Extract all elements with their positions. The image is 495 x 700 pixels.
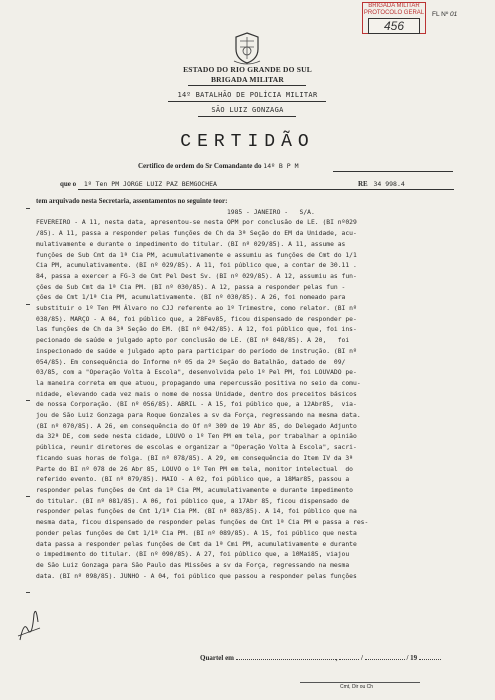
subject-prefix: que o	[60, 180, 77, 188]
quartel-label: Quartel em	[200, 654, 235, 662]
body-line: la maneira correta em que atuou, propagando uma repercussão positiva no seio da comu-	[36, 379, 361, 387]
body-line: ponder pelas funções de Cmt 1/1ª Cia PM. (BI nº 089/85). A 15, foi público que nesta	[36, 529, 357, 537]
body-line: responder pelas funções de Cmt 1/1ª Cia PM. (BI nº 083/85). A 14, foi público que na	[36, 508, 357, 516]
re-value: 34 998.4	[373, 180, 405, 188]
header-battalion: 14º BATALHÃO DE POLÍCIA MILITAR	[177, 91, 318, 99]
header-rule-3	[198, 116, 296, 117]
subject-name: 1º Ten PM JORGE LUIZ PAZ BEMGOCHEA	[83, 180, 217, 188]
signature-caption: Cmt, Dir ou Ch	[340, 684, 374, 690]
body-line: ções de Sub Cmt da 1ª Cia PM. (BI nº 030/85). A 12, passa a responder pelas fun -	[36, 283, 346, 291]
subject-rule	[78, 189, 454, 190]
body-line: 03/85, com a "Operação Volta à Escola", desenvolvida pelo 1º Pel PM, foi LOUVADO pe-	[36, 369, 357, 377]
body-line: referido evento. (BI nº 079/85). MAIO - A 02, foi público que, a 18Mar85, passou a	[36, 476, 350, 484]
body-line: substituir o 1º Ten PM Álvaro no CJJ referente ao 1º Trimestre, como relator. (BI nº	[36, 305, 357, 313]
month-blank	[365, 659, 405, 660]
body-line: FEVEREIRO - A 11, nesta data, apresentou-se nesta OPM por conclusão de LE. (BI nº029	[36, 219, 357, 227]
body-line: pública, reunir diretores de escolas e organizar a "Operação Volta à Escola", sacri-	[36, 444, 357, 452]
body-line: ções de Cmt 1/1ª Cia PM, acumulativamente. (BI nº 030/85). A 26, foi nomeado para	[36, 294, 346, 302]
sheet-label: FL Nº	[432, 11, 449, 18]
body-line: mesma data, ficou dispensado de responder pelas funções de Cmt 1ª Cia PM e passa a res-	[36, 519, 369, 527]
header-rule-2	[168, 101, 326, 102]
body-line: do titular. (BI nº 081/85). A 06, foi público que, a 17Abr 85, ficou dispensado de	[36, 497, 350, 505]
footer-year: 19	[410, 654, 418, 662]
body-line: pecionado de saúde e julgado apto por conclusão de LE. (BI nº 048/85). A 20, foi	[36, 337, 350, 345]
certify-prefix: Certifico de ordem do Sr Comandante do	[138, 162, 262, 170]
protocol-number: 456	[368, 18, 420, 34]
sheet-value: 01	[450, 11, 458, 18]
body-line: 054/85). Em consequência do Informe nº 05 da 2ª Seção do Batalhão, datado de 09/	[36, 358, 346, 366]
body-line: mulativamente e durante o impedimento do titular. (BI nº 029/85). A 11, assume as	[36, 240, 346, 248]
body-line: nidade, elevando cada vez mais o nome de nossa Unidade, dentro dos preceitos básicos	[36, 390, 357, 398]
year-blank	[419, 659, 441, 660]
margin-mark	[26, 592, 30, 593]
margin-mark	[26, 208, 30, 209]
day-blank	[339, 659, 359, 660]
signature-rule	[300, 682, 420, 683]
footer-line: Quartel em , / / 19	[200, 654, 441, 662]
place-blank	[236, 659, 336, 660]
body-line: ficando suas horas de folga. (BI nº 078/85). A 29, em consequência do Item IV da 3ª	[36, 454, 353, 462]
body-line: de nossa Corporação. (BI nº 056/85). ABRIL - A 15, foi público que, a 12Abr85, via-	[36, 401, 357, 409]
coat-of-arms-icon	[232, 31, 262, 65]
margin-mark	[26, 304, 30, 305]
document-title: CERTIDÃO	[180, 132, 315, 152]
body-line: /85). A 11, passa a responder pelas funções de Ch da 3ª Seção do EM da Unidade, acu-	[36, 230, 357, 238]
certify-rule	[333, 171, 453, 172]
re-label: RE	[358, 180, 368, 188]
body-line: las funções de Ch da 3ª Seção do EM. (BI nº 042/85). A 12, foi público que, foi ins-	[36, 326, 357, 334]
margin-mark	[26, 400, 30, 401]
body-line: 1985 - JANEIRO - S/A.	[36, 208, 315, 216]
body-line: 84, passa a exercer a FG-3 de Cmt Pel Dest Sv. (BI nº 029/85). A 12, assumiu as fun-	[36, 272, 357, 280]
body-line: Cia PM, acumulativamente. (BI nº 029/85). A 11, foi público que, a contar de 30.11 .	[36, 262, 357, 270]
body-line: 038/85). MARÇO - A 04, foi público que, a 28Fev85, ficou dispensado de responder pe-	[36, 315, 357, 323]
margin-mark	[26, 496, 30, 497]
body-line: data. (BI nº 098/85). JUNHO - A 04, foi público que passou a responder pelas funções	[36, 572, 357, 580]
body-line: inspecionado de saúde e julgado apto para participar do período de instrução. (BI nº	[36, 347, 357, 355]
body-line: o impedimento do titular. (BI nº 090/85). A 27, foi público que, a 10Mai85, viajou	[36, 551, 350, 559]
body-intro: tem arquivado nesta Secretaria, assentamentos no seguinte teor:	[36, 197, 228, 205]
re-block	[358, 180, 405, 188]
body-line: data passa a responder pelas funções de Cmt da 1ª Cmi PM, acumulativamente e durante	[36, 540, 357, 548]
subject-line	[60, 180, 450, 188]
body-line: da 32ª DE, com sede nesta cidade, LOUVO o 1º Ten PM em tela, por trabalhar a opinião	[36, 433, 357, 441]
certify-line	[138, 162, 299, 170]
certify-unit: 14º B P M	[263, 162, 299, 170]
sheet-number	[432, 11, 457, 18]
margin-signature	[14, 600, 44, 644]
header-rule-1	[188, 85, 306, 86]
header-state: ESTADO DO RIO GRANDE DO SUL	[183, 65, 312, 74]
body-lines	[36, 208, 474, 583]
header-corp: BRIGADA MILITAR	[210, 75, 285, 84]
body-line: responder pelas funções de Cmt da 1ª Cia PM, acumulativamente e durante impedimento	[36, 486, 353, 494]
protocol-stamp-text: BRIGADA MILITAR PROTOCOLO GERAL	[363, 3, 425, 16]
body-line: (BI nº 070/85). A 26, em consequência do Of nº 309 de 19 Abr 85, do Delegado Adjunto	[36, 422, 357, 430]
body-line: jou de São Luiz Gonzaga para Roque Gonzales a sv da Força, regressando na mesma data.	[36, 412, 361, 420]
body-line: Parte do BI nº 078 de 26 Abr 85, LOUVO o 1º Ten PM em tela, monitor intelectual do	[36, 465, 353, 473]
body-line: funções de Sub Cmt da 1ª Cia PM, acumulativamente e assumiu as funções de Cmt do 1/1	[36, 251, 357, 259]
header-city: SÃO LUIZ GONZAGA	[211, 106, 284, 114]
body-line: de São Luiz Gonzaga para São Paulo das Missões a sv da Força, regressando na mesma	[36, 561, 350, 569]
certificate-body	[36, 196, 474, 638]
